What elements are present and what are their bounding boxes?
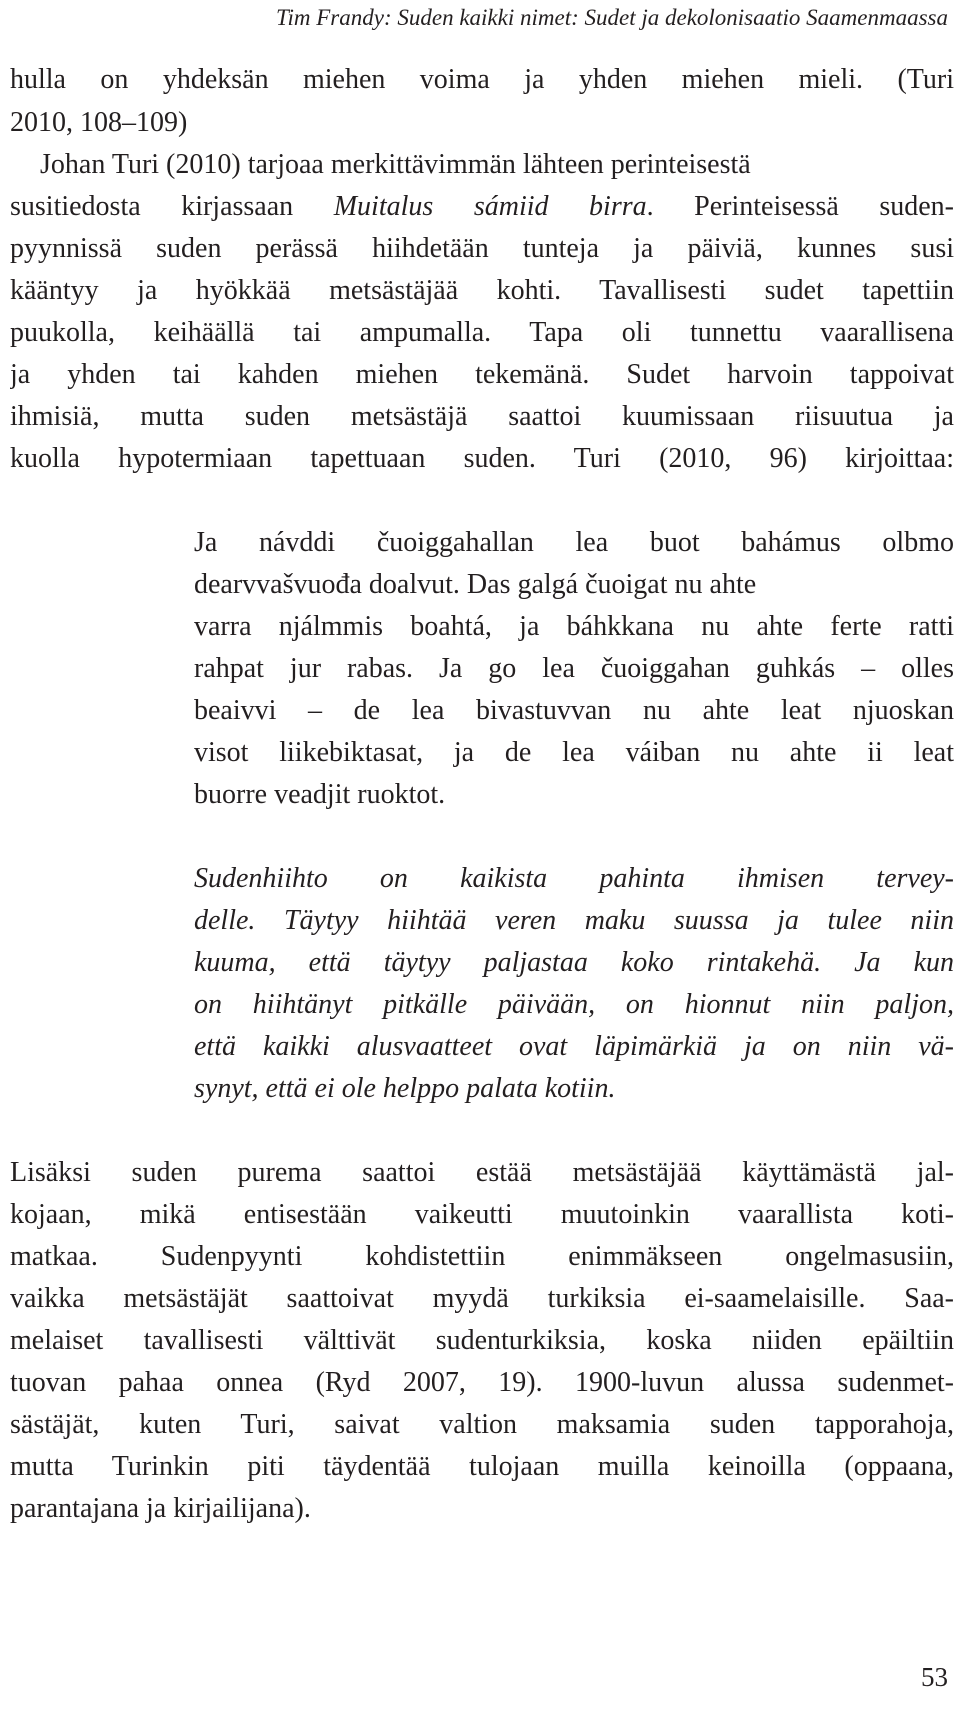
quote-translation-line: Sudenhiihto on kaikista pahinta ihmisen tervey- bbox=[194, 863, 954, 894]
quote-text-line: rahpat jur rabas. Ja go lea čuoiggahan guhkás – olles bbox=[194, 653, 954, 684]
running-header: Tim Frandy: Suden kaikki nimet: Sudet ja dekolonisaatio Saamenmaassa bbox=[275, 5, 948, 30]
body-text-line: Johan Turi (2010) tarjoaa merkittävimmän lähteen perinteisestä bbox=[40, 149, 751, 180]
body-text-line: tuovan pahaa onnea (Ryd 2007, 19). 1900-luvun alussa sudenmet- bbox=[10, 1367, 954, 1398]
body-text-line: matkaa. Sudenpyynti kohdistettiin enimmäkseen ongelmasusiin, bbox=[10, 1241, 954, 1272]
quote-translation-line: delle. Täytyy hiihtää veren maku suussa ja tulee niin bbox=[194, 905, 954, 936]
body-text-line: Lisäksi suden purema saattoi estää metsästäjää käyttämästä jal- bbox=[10, 1157, 954, 1188]
body-text-line: hulla on yhdeksän miehen voima ja yhden miehen mieli. (Turi bbox=[10, 64, 954, 95]
body-text-line: sästäjät, kuten Turi, saivat valtion maksamia suden tapporahoja, bbox=[10, 1409, 954, 1440]
body-text-line: melaiset tavallisesti välttivät sudenturkiksia, koska niiden epäiltiin bbox=[10, 1325, 954, 1356]
quote-text-line: Ja návddi čuoiggahallan lea buot bahámus olbmo bbox=[194, 527, 954, 558]
quote-text-line: dearvvašvuođa doalvut. Das galgá čuoigat nu ahte bbox=[194, 569, 757, 600]
body-text-segment: . Perinteisessä suden- bbox=[646, 191, 954, 222]
body-text-line: ja yhden tai kahden miehen tekemänä. Sudet harvoin tappoivat bbox=[10, 359, 954, 390]
quote-text-line: varra njálmmis boahtá, ja báhkkana nu ahte ferte ratti bbox=[194, 611, 954, 642]
quote-translation-line: on hiihtänyt pitkälle päivään, on hionnut niin paljon, bbox=[194, 989, 954, 1020]
book-title: Muitalus sámiid birra bbox=[333, 191, 647, 222]
body-text-line: pyynnissä suden perässä hiihdetään tunteja ja päiviä, kunnes susi bbox=[10, 233, 954, 264]
quote-translation-line: kuuma, että täytyy paljastaa koko rintakehä. Ja kun bbox=[194, 947, 954, 978]
body-text-line: kojaan, mikä entisestään vaikeutti muutoinkin vaarallista koti- bbox=[10, 1199, 954, 1230]
quote-translation-line: synyt, että ei ole helppo palata kotiin. bbox=[194, 1073, 616, 1104]
quote-text-line: beaivvi – de lea bivastuvvan nu ahte leat njuoskan bbox=[194, 695, 954, 726]
body-text-line bbox=[10, 189, 954, 225]
body-text-line: kuolla hypotermiaan tapettuaan suden. Turi (2010, 96) kirjoittaa: bbox=[10, 443, 954, 474]
page-number: 53 bbox=[921, 1662, 948, 1692]
quote-translation-line: että kaikki alusvaatteet ovat läpimärkiä ja on niin vä- bbox=[194, 1031, 954, 1062]
body-text-line: 2010, 108–109) bbox=[10, 107, 188, 138]
body-text-line: mutta Turinkin piti täydentää tulojaan muilla keinoilla (oppaana, bbox=[10, 1451, 954, 1482]
body-text-line: ihmisiä, mutta suden metsästäjä saattoi kuumissaan riisuutua ja bbox=[10, 401, 954, 432]
body-text-line: parantajana ja kirjailijana). bbox=[10, 1493, 311, 1524]
body-text-line: vaikka metsästäjät saattoivat myydä turkiksia ei-saamelaisille. Saa- bbox=[10, 1283, 954, 1314]
quote-text-line: visot liikebiktasat, ja de lea váiban nu ahte ii leat bbox=[194, 737, 954, 768]
body-text-segment: susitiedosta kirjassaan bbox=[10, 191, 334, 222]
quote-text-line: buorre veadjit ruoktot. bbox=[194, 779, 446, 810]
body-text-line: puukolla, keihäällä tai ampumalla. Tapa oli tunnettu vaarallisena bbox=[10, 317, 954, 348]
body-text-line: kääntyy ja hyökkää metsästäjää kohti. Tavallisesti sudet tapettiin bbox=[10, 275, 954, 306]
